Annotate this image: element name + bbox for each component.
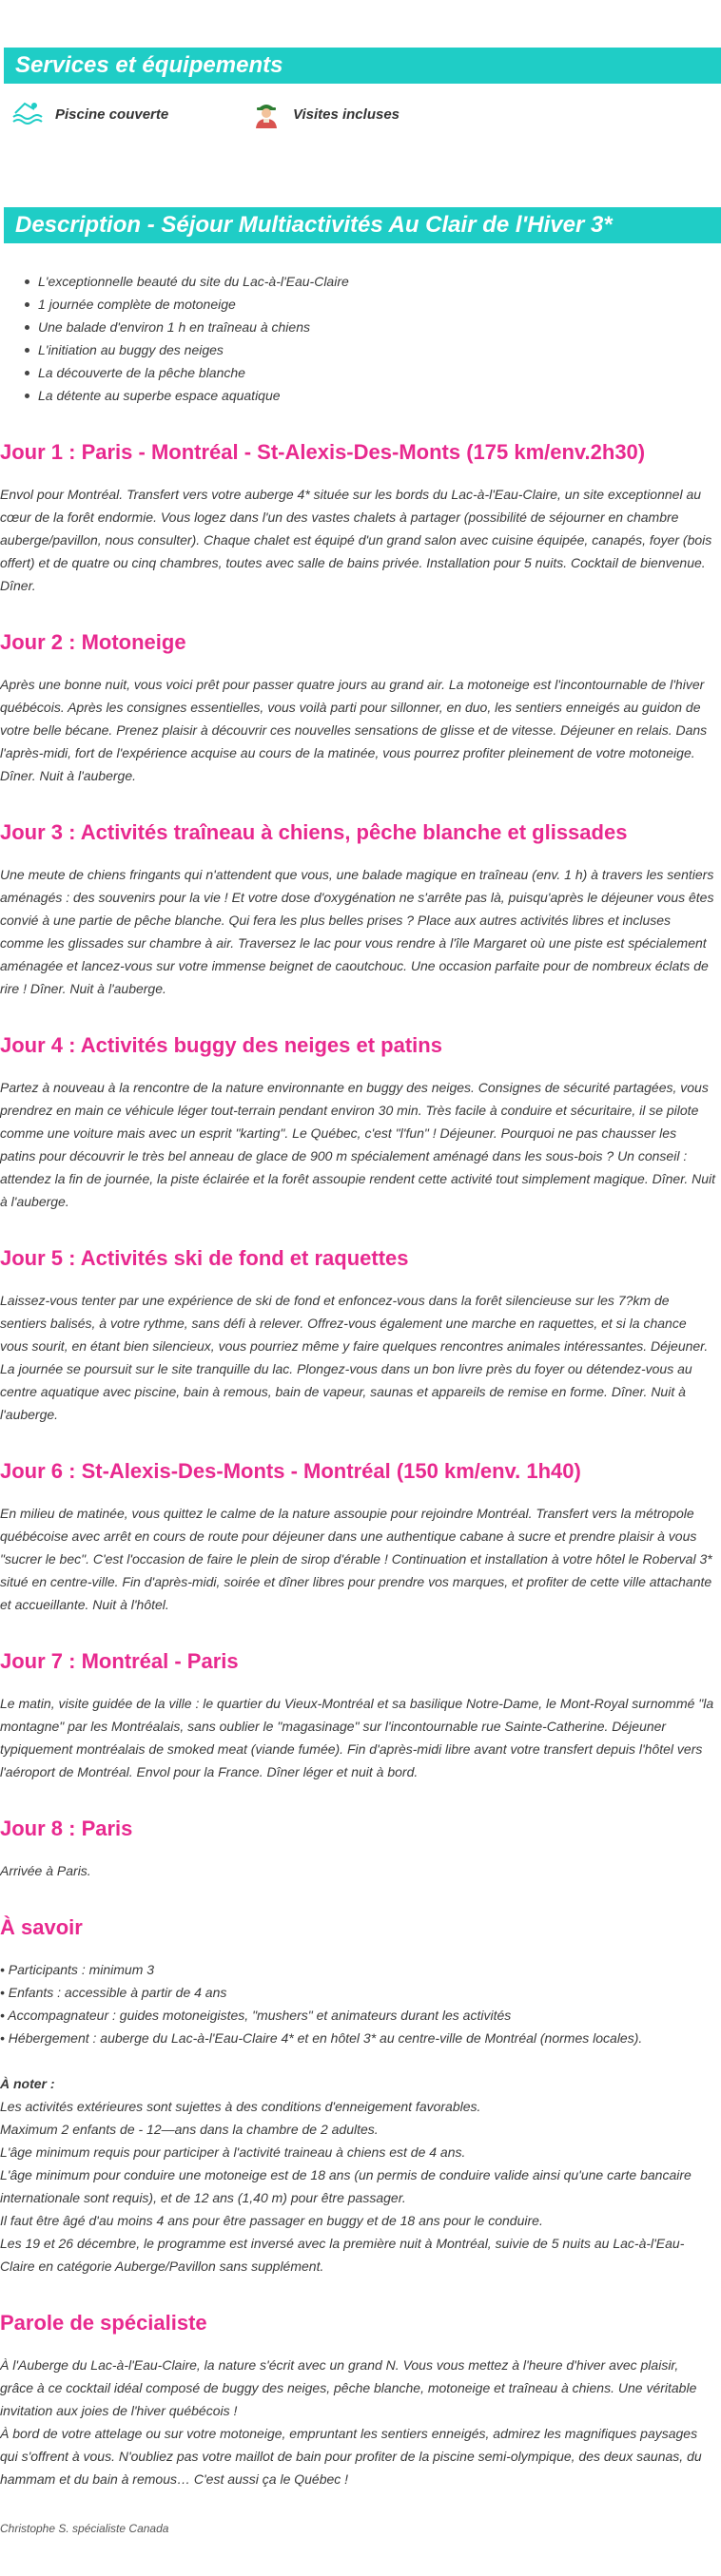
list-item: • Hébergement : auberge du Lac-à-l'Eau-Claire 4* et en hôtel 3* au centre-ville de Montréal (normes locales). (0, 2030, 643, 2046)
list-item: Il faut être âgé d'au moins 4 ans pour être passager en buggy et de 18 ans pour le conduire. (0, 2213, 543, 2228)
list-item: • Enfants : accessible à partir de 4 ans (0, 1985, 227, 2000)
day-title: Jour 8 : Paris (0, 1817, 133, 1840)
list-item: • Participants : minimum 3 (0, 1962, 155, 1977)
day-text: Envol pour Montréal. Transfert vers votre auberge 4* située sur les bords du Lac-à-l'Eau-Claire, un site exceptionnel au cœur de la forêt endormie. Vous logez dans l'un des vastes chalets à partager (possibilité de séjourner en chambre auberge/pavillon, nous consulter). Chaque chalet est équipé d'un grand salon avec cuisine équipée, canapés, foyer (bois offert) et de quatre ou cinq chambres, toutes avec salle de bains privée. Installation pour 5 nuits. Cocktail de bienvenue. Dîner. (0, 487, 712, 593)
day-text: Partez à nouveau à la rencontre de la nature environnante en buggy des neiges. Consignes de sécurité partagées, vous prendrez en main ce véhicule léger tout-terrain pendant environ 30 min. Très facile à conduire et sécuritaire, il se pilote comme une voiture mais avec un esprit "karting". Le Québec, c'est "l'fun" ! Déjeuner. Pourquoi ne pas chausser les patins pour découvrir le très bel anneau de glace de 900 m spécialement aménagé dans les sous-bois ? Un conseil : attendez la fin de journée, la piste éclairée et la forêt assoupie rendent cette activité tout simplement magique. Dîner. Nuit à l'auberge. (0, 1080, 716, 1209)
day-text: Une meute de chiens fringants qui n'attendent que vous, une balade magique en traîneau (env. 1 h) à travers les sentiers aménagés : des souvenirs pour la vie ! Et votre dose d'oxygénation ne s'arrête pas là, puisqu'après le déjeuner vous êtes convié à une partie de pêche blanche. Qui fera les plus belles prises ? Place aux autres activités libres et incluses comme les glissades sur chambre à air. Traversez le lac pour vous rendre à l'île Margaret où une piste est spécialement aménagée et lancez-vous sur votre immense beignet de caoutchouc. Une occasion parfaite pour de nombreux éclats de rire ! Dîner. Nuit à l'auberge. (0, 867, 714, 996)
day-title: Jour 6 : St-Alexis-Des-Monts - Montréal (150 km/env. 1h40) (0, 1459, 581, 1483)
day-7 (0, 1648, 721, 1783)
specialiste-section (0, 2310, 721, 2538)
day-text: Laissez-vous tenter par une expérience de ski de fond et enfoncez-vous dans la forêt silencieuse sur les 7?km de sentiers balisés, à votre rythme, sans défi à relever. Offrez-vous également une marche en raquettes, et si la chance vous sourit, en étant bien silencieux, vous pourriez même y faire quelques rencontres animales intéressantes. Déjeuner. La journée se poursuit sur le site tranquille du lac. Plongez-vous dans un bon livre près du foyer ou détendez-vous au centre aquatique avec piscine, bain à remous, bain de vapeur, saunas et appareils de remise en forme. Dîner. Nuit à l'auberge. (0, 1293, 709, 1422)
day-title: Jour 3 : Activités traîneau à chiens, pêche blanche et glissades (0, 820, 628, 844)
guide-person-icon (251, 99, 282, 129)
savoir-title: À savoir (0, 1915, 83, 1939)
day-5 (0, 1245, 721, 1426)
specialiste-title: Parole de spécialiste (0, 2311, 207, 2335)
list-item: Maximum 2 enfants de - 12—ans dans la chambre de 2 adultes. (0, 2122, 379, 2137)
list-item: L'âge minimum pour conduire une motoneige est de 18 ans (un permis de conduire valide ainsi qu'une carte bancaire internationale sont requis), et de 12 ans (1,40 m) pour être passager. (0, 2167, 692, 2205)
equipment-list (0, 91, 721, 137)
day-title: Jour 1 : Paris - Montréal - St-Alexis-Des-Monts (175 km/env.2h30) (0, 440, 646, 464)
list-item: La détente au superbe espace aquatique (38, 384, 721, 407)
list-item: L'initiation au buggy des neiges (38, 338, 721, 361)
day-title: Jour 4 : Activités buggy des neiges et patins (0, 1033, 442, 1057)
day-title: Jour 2 : Motoneige (0, 630, 186, 654)
highlights-list (0, 270, 721, 407)
signature: Christophe S. spécialiste Canada (0, 2522, 169, 2535)
paragraph: À bord de votre attelage ou sur votre motoneige, empruntant les sentiers enneigés, admirez les magnifiques paysages qui s'offrent à vous. N'oubliez pas votre maillot de bain pour profiter de la piscine semi-olympique, des deux saunas, du hammam et du bain à remous… C'est aussi ça le Québec ! (0, 2426, 702, 2487)
day-8 (0, 1816, 721, 1882)
list-item: L'âge minimum requis pour participer à l'activité traineau à chiens est de 4 ans. (0, 2144, 466, 2160)
equipment-visits-label: Visites incluses (293, 106, 400, 123)
day-6 (0, 1458, 721, 1616)
equipment-visits (251, 99, 491, 129)
swimming-pool-icon (11, 100, 44, 128)
page (0, 48, 721, 2576)
list-item: Les activités extérieures sont sujettes à des conditions d'enneigement favorables. (0, 2099, 481, 2114)
day-text: En milieu de matinée, vous quittez le calme de la nature assoupie pour rejoindre Montréal. Transfert vers la métropole québécoise avec arrêt en cours de route pour déjeuner dans une authentique cabane à sucre et prendre plaisir à vous "sucrer le bec". C'est l'occasion de faire le plein de sirop d'érable ! Continuation et installation à votre hôtel le Roberval 3* situé en centre-ville. Fin d'après-midi, soirée et dîner libres pour prendre vos marques, et profiter de cette ville attachante et accueillante. Nuit à l'hôtel. (0, 1506, 712, 1612)
description-heading: Description - Séjour Multiactivités Au Clair de l'Hiver 3* (4, 207, 721, 243)
list-item: • Accompagnateur : guides motoneigistes, "mushers" et animateurs durant les activités (0, 2008, 512, 2023)
list-item: L'exceptionnelle beauté du site du Lac-à-l'Eau-Claire (38, 270, 721, 293)
day-title: Jour 5 : Activités ski de fond et raquettes (0, 1246, 409, 1270)
list-item: Les 19 et 26 décembre, le programme est inversé avec la première nuit à Montréal, suivie de 5 nuits au Lac-à-l'Eau-Claire en catégorie Auberge/Pavillon sans supplément. (0, 2236, 685, 2274)
specialiste-text (0, 2354, 715, 2490)
list-item: 1 journée complète de motoneige (38, 293, 721, 316)
paragraph: À l'Auberge du Lac-à-l'Eau-Claire, la nature s'écrit avec un grand N. Vous vous mettez à l'heure d'hiver avec plaisir, grâce à ce cocktail idéal composé de buggy des neiges, pêche blanche, motoneige et traîneau à chiens. Une véritable invitation aux joies de l'hiver québécois ! (0, 2357, 697, 2418)
day-title: Jour 7 : Montréal - Paris (0, 1649, 239, 1673)
services-heading: Services et équipements (4, 48, 721, 84)
list-item: Une balade d'environ 1 h en traîneau à chiens (38, 316, 721, 338)
day-1 (0, 439, 721, 597)
savoir-bullets (0, 1958, 715, 2049)
day-4 (0, 1032, 721, 1213)
savoir-section (0, 1914, 721, 2278)
list-item: La découverte de la pêche blanche (38, 361, 721, 384)
savoir-notes (0, 2095, 715, 2278)
day-text: Après une bonne nuit, vous voici prêt pour passer quatre jours au grand air. La motoneige est l'incontournable de l'hiver québécois. Après les consignes essentielles, vous voilà parti pour sillonner, en duo, les sentiers enneigés au guidon de votre belle bécane. Prenez plaisir à découvrir ces nouvelles sensations de glisse et de vitesse. Déjeuner en relais. Dans l'après-midi, fort de l'expérience acquise au cours de la matinée, vous pourrez profiter pleinement de votre motoneige. Dîner. Nuit à l'auberge. (0, 677, 708, 783)
note-label: À noter : (0, 2076, 55, 2091)
equipment-pool (11, 100, 251, 128)
day-text: Arrivée à Paris. (0, 1863, 91, 1878)
day-2 (0, 629, 721, 787)
day-text: Le matin, visite guidée de la ville : le quartier du Vieux-Montréal et sa basilique Notre-Dame, le Mont-Royal surnommé "la montagne" par les Montréalais, sans oublier le "magasinage" sur l'incontournable rue Sainte-Catherine. Déjeuner typiquement montréalais de smoked meat (viande fumée). Fin d'après-midi libre avant votre transfert depuis l'hôtel vers l'aéroport de Montréal. Envol pour la France. Dîner léger et nuit à bord. (0, 1696, 714, 1779)
day-3 (0, 819, 721, 1000)
equipment-pool-label: Piscine couverte (55, 106, 169, 123)
